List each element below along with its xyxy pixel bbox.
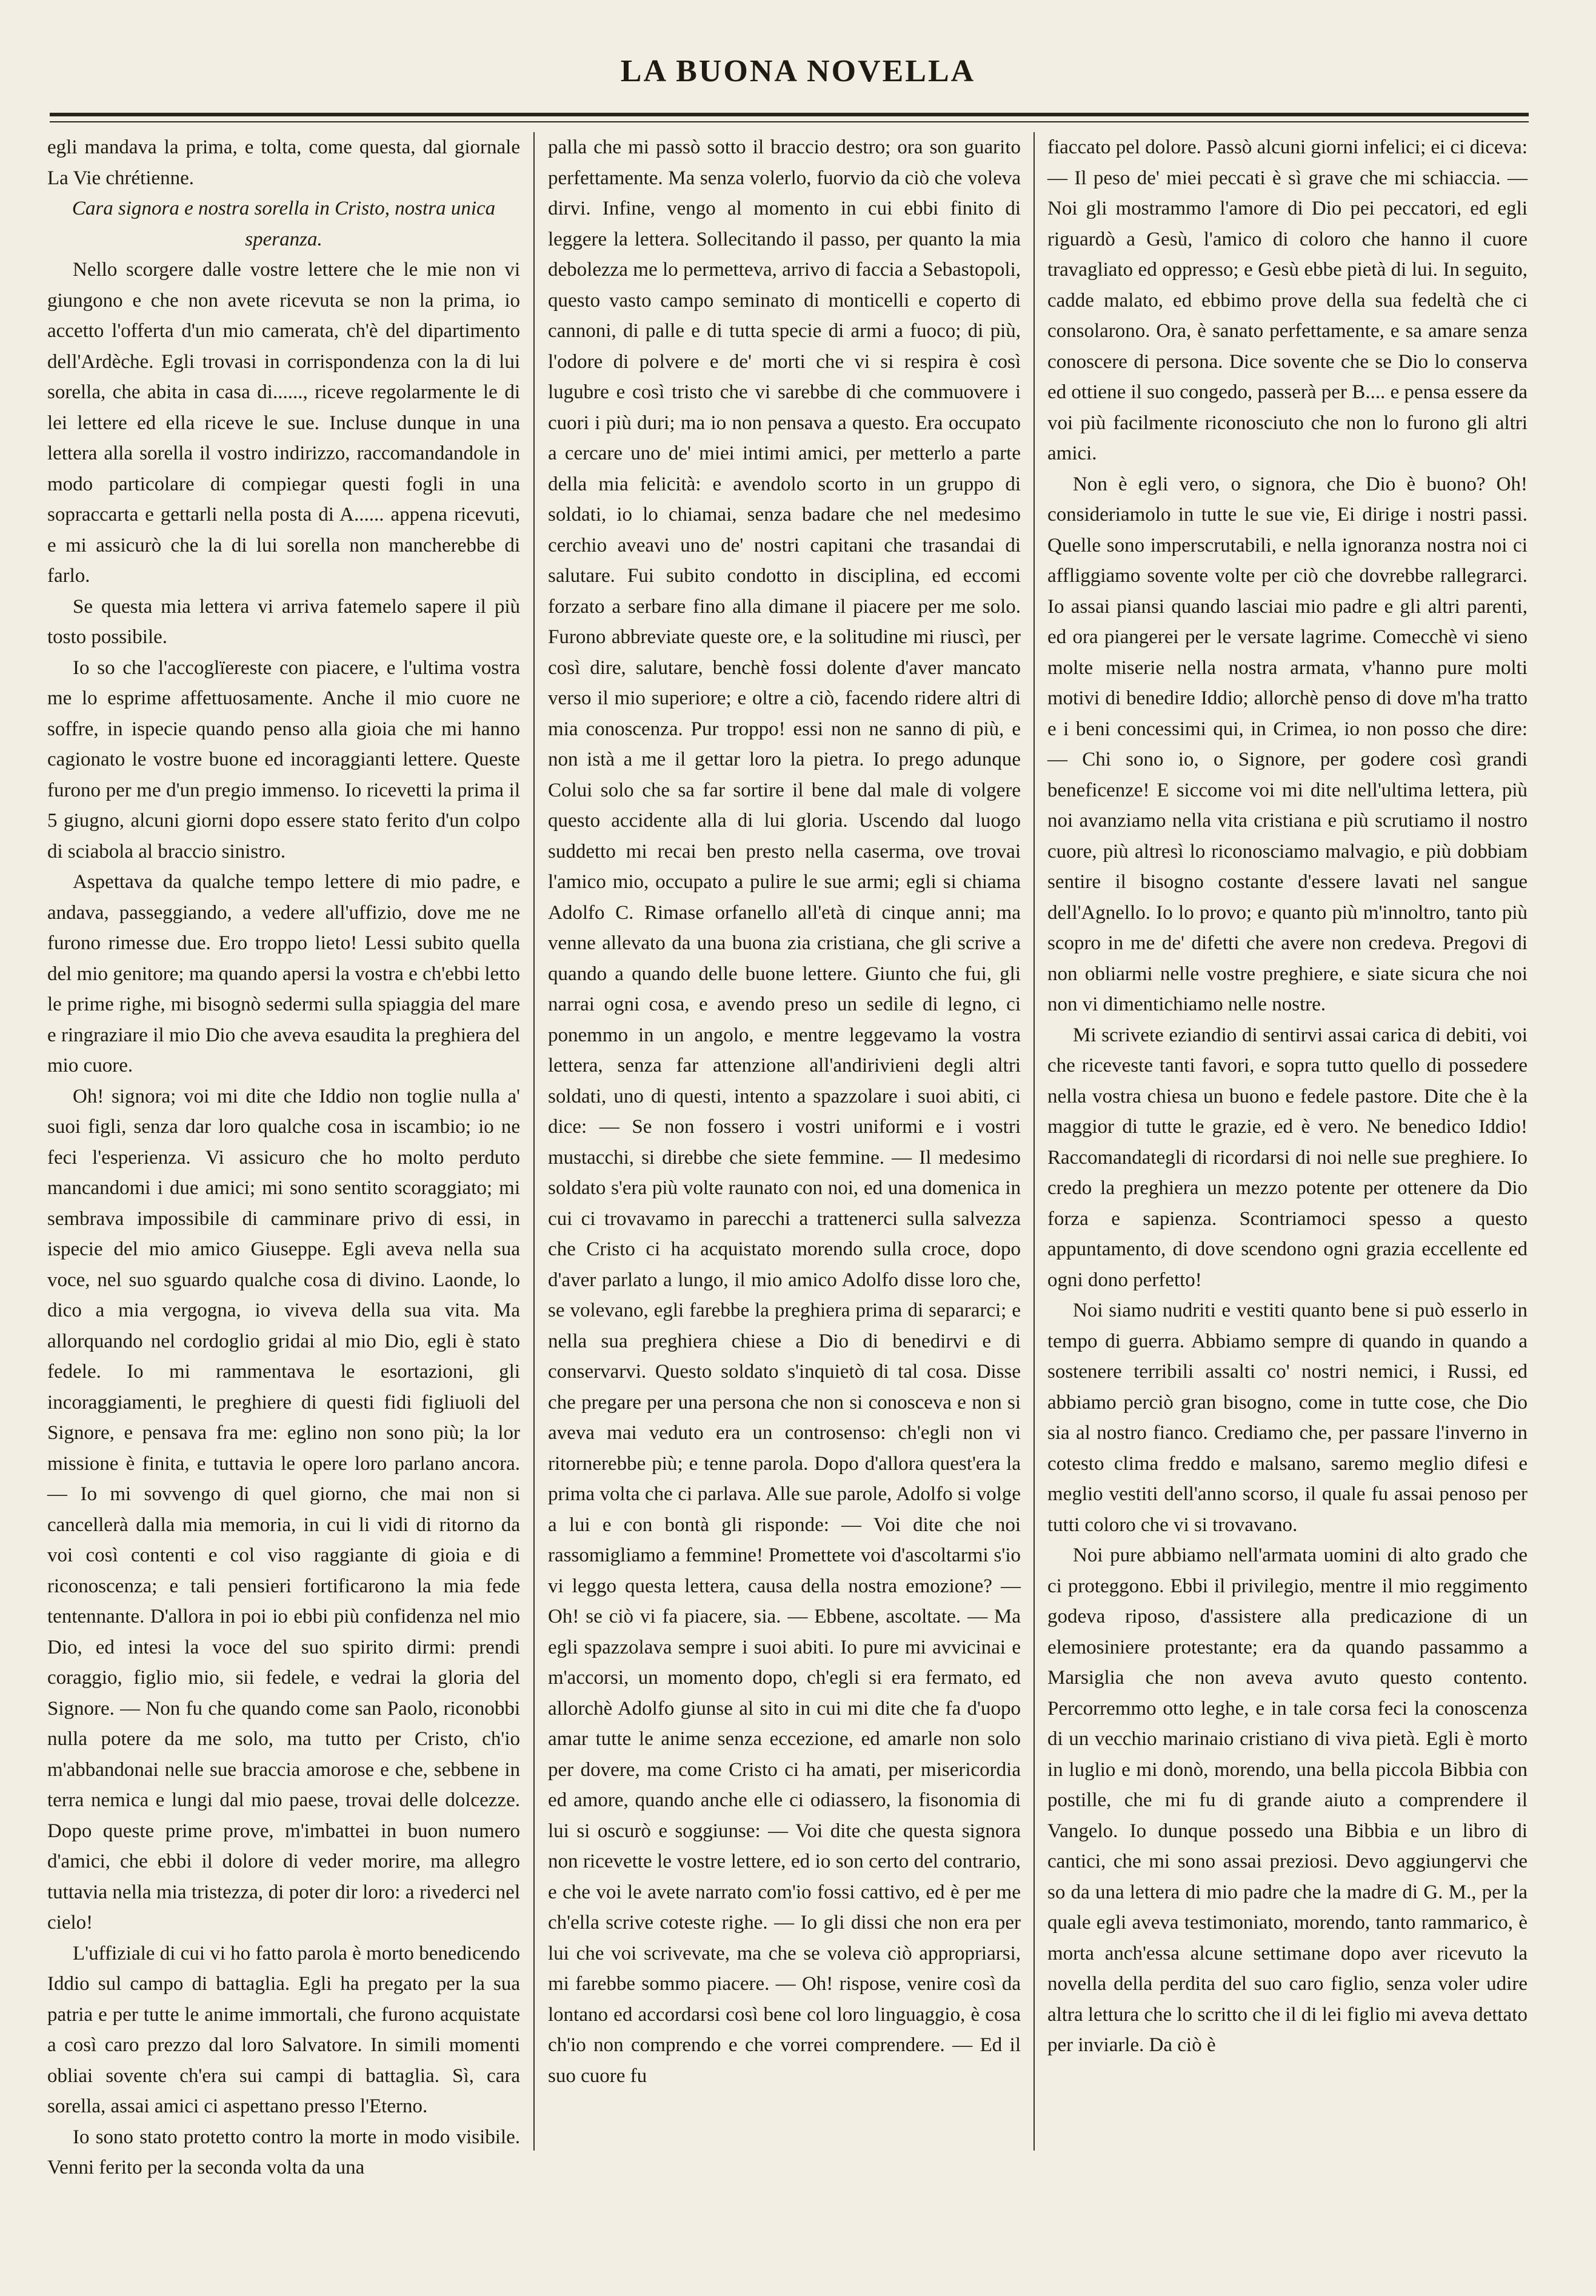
text-column-3: [1047, 132, 1528, 2151]
paragraph: fiaccato pel dolore. Passò alcuni giorni infelici; ei ci diceva: — Il peso de' miei peccati è sì grave che mi schiaccia. — Noi gli mostrammo l'amore di Dio pei peccatori, ed egli riguardò a Gesù, l'amico di coloro che hanno il cuore travagliato ed oppresso; e Gesù ebbe pietà di lui. In seguito, cadde malato, ed ebbimo prove della sua fedeltà che ci consolarono. Ora, è sanato perfettamente, e sa amare senza conoscere di persona. Dice sovente che se Dio lo conserva ed ottiene il suo congedo, passerà per B.... e pensa essere da voi più facilmente riconosciuto che non lo furono gli altri amici.: [1047, 136, 1528, 464]
paragraph: Nello scorgere dalle vostre lettere che le mie non vi giungono e che non avete ricevuta se non la prima, io accetto l'offerta d'un mio camerata, ch'è del dipartimento dell'Ardèche. Egli trovasi in corrispondenza con la di lui sorella, che abita in casa di......, riceve regolarmente le di lei lettere ed ella riceve le sue. Incluse dunque in una lettera alla sorella il vostro indirizzo, raccomandandole in modo particolare di compiegar questi fogli in una sopraccarta e gettarli nella posta di A...... appena ricevuti, e mi assicurò che la di lui sorella non mancherebbe di farlo.: [47, 259, 520, 587]
paragraph: Noi pure abbiamo nell'armata uomini di alto grado che ci proteggono. Ebbi il privilegio, mentre il mio reggimento godeva riposo, d'assistere alla predicazione di un elemosiniere protestante; era da quando passammo a Marsiglia che non aveva avuto questo contento. Percorremmo otto leghe, e in tale corsa feci la conoscenza di un vecchio marinaio cristiano di viva pietà. Egli è morto in luglio e mi donò, morendo, una bella piccola Bibbia con postille, che mi fu di grande aiuto a comprendere il Vangelo. Io dunque possedo una Bibbia e un libro di cantici, che mi sono assai preziosi. Devo aggiungervi che so da una lettera di mio padre che la madre di G. M., per la quale egli aveva testimoniato, morendo, tanto rammarico, è morta anch'essa alcune settimane dopo aver ricevuto la novella della perdita del suo caro figlio, senza voler udire altra lettura che lo scritto che il di lei figlio mi aveva dettato per inviarle. Da ciò è: [1047, 1544, 1528, 2056]
paragraph: Oh! signora; voi mi dite che Iddio non toglie nulla a' suoi figli, senza dar loro qualche cosa in iscambio; io ne feci l'esperienza. Vi assicuro che ho molto perduto mancandomi i due amici; mi sono sentito scoraggiato; mi sembrava impossibile di camminare privo di essi, in ispecie del mio amico Giuseppe. Egli aveva nella sua voce, nel suo sguardo qualche cosa di divino. Laonde, lo dico a mia vergogna, io viveva della sua vita. Ma allorquando nel cordoglio gridai al mio Dio, egli è stato fedele. Io mi rammentava le esortazioni, gli incoraggiamenti, le preghiere di questi fidi figliuoli del Signore, e pensava fra me: eglino non sono più; la lor missione è finita, e tuttavia le opere loro parlano ancora. — Io mi sovvengo di quel giorno, che mai non si cancellerà dalla mia memoria, in cui li vidi di ritorno da voi così contenti e col viso raggiante di gioia e di riconoscenza; e tali pensieri fortificarono la mia fede tentennante. D'allora in poi io ebbi più confidenza nel mio Dio, ed intesi la voce del suo spirito dirmi: prendi coraggio, figlio mio, sii fedele, e vedrai la gloria del Signore. — Non fu che quando come san Paolo, riconobbi nulla potere da me solo, ma tutto per Cristo, ch'io m'abbandonai nelle sue braccia amorose e che, sebbene in terra nemica e lungi dal mio paese, trovai delle dolcezze. Dopo queste prime prove, m'imbattei in buon numero d'amici, che ebbi il dolore di veder morire, ma allegro tuttavia nella mia tristezza, di poter dir loro: a rivederci nel cielo!: [47, 1085, 520, 1934]
paragraph: palla che mi passò sotto il braccio destro; ora son guarito perfettamente. Ma senza volerlo, fuorvio da ciò che voleva dirvi. Infine, vengo al momento in cui ebbi finito di leggere la lettera. Sollecitando il passo, per quanto la mia debolezza me lo permetteva, arrivo di faccia a Sebastopoli, questo vasto campo seminato di monticelli e coperto di cannoni, di palle e di tutta specie di armi a fuoco; di più, l'odore di polvere e de' morti che vi si respira è così lugubre e così tristo che vi sarebbe di che commuovere i cuori i più duri; ma io non pensava a questo. Era occupato a cercare uno de' miei intimi amici, per metterlo a parte della mia felicità: e avendolo scorto in un gruppo di soldati, io lo chiamai, senza badare che nel medesimo cerchio aveavi uno de' nostri capitani che trasandai di salutare. Fui subito condotto in disciplina, ed eccomi forzato a serbare fino alla dimane il piacere per me solo. Furono abbreviate queste ore, e la solitudine mi riuscì, per così dire, salutare, benchè fossi dolente d'aver mancato verso il mio superiore; e oltre a ciò, facendo ridere altri di mia conoscenza. Pur troppo! essi non ne sanno di più, e non istà a me il gettar loro la pietra. Io prego adunque Colui solo che sa far sortire il bene dal male di volgere questo accidente alla di lui gloria. Uscendo dal luogo suddetto mi recai ben presto nella caserma, ove trovai l'amico mio, occupato a pulire le sue armi; egli si chiama Adolfo C. Rimase orfanello all'età di cinque anni; ma venne allevato da una buona zia cristiana, che gli scrive a quando a quando delle buone lettere. Giunto che fui, gli narrai ogni cosa, e avendo preso un sedile di legno, ci ponemmo in un angolo, e mentre leggevamo la vostra lettera, senza far attenzione all'andirivieni degli altri soldati, uno di questi, intento a spazzolare i suoi abiti, ci dice: — Se non fossero i vostri uniformi e i vostri mustacchi, si direbbe che siete femmine. — Il medesimo soldato s'era più volte raunato con noi, ed una domenica in cui ci trovavamo in parecchi a trattenerci sulla salvezza che Cristo ci ha acquistato morendo sulla croce, dopo d'aver parlato a lungo, il mio amico Adolfo disse loro che, se volevano, egli farebbe la preghiera prima di separarci; e nella sua preghiera chiese a Dio di benedirvi e di conservarvi. Questo soldato s'inquietò di tal cosa. Disse che pregare per una persona che non si conosceva e non si aveva mai veduto era un controsenso: ch'egli non vi ritornerebbe più; e tenne parola. Dopo d'allora quest'era la prima volta che ci parlava. Alle sue parole, Adolfo si volge a lui e con bontà gli risponde: — Voi dite che noi rassomigliamo a femmine! Promettete voi d'ascoltarmi s'io vi leggo questa lettera, causa della nostra emozione? — Oh! se ciò vi fa piacere, sia. — Ebbene, ascoltate. — Ma egli spazzolava sempre i suoi abiti. Io pure mi avvicinai e m'accorsi, un momento dopo, ch'egli si era fermato, ed allorchè Adolfo giunse al sito in cui mi dite che fa d'uopo amar tutte le anime senza eccezione, ed amarle non solo per dovere, ma come Cristo ci ha amati, per misericordia ed amore, quando anche elle ci odiassero, la fisonomia di lui si oscurò e soggiunse: — Voi dite che questa signora non ricevette le vostre lettere, ed io son certo del contrario, e che voi le avete narrato com'io fossi cattivo, ed è per me ch'ella scrive coteste righe. — Io gli dissi che non era per lui che voi scrivevate, ma che se voleva ciò appropriarsi, mi farebbe sommo piacere. — Oh! rispose, venire così da lontano ed accordarsi così bene col loro linguaggio, è cosa ch'io non comprendo e che vorrei comprendere. — Ed il suo cuore fu: [548, 136, 1021, 2087]
masthead-title: LA BUONA NOVELLA: [620, 54, 976, 88]
text-column-1: [47, 132, 520, 2178]
paragraph: Io so che l'accoglïereste con piacere, e l'ultima vostra me lo esprime affettuosamente. Anche il mio cuore ne soffre, in ispecie quando penso alla gioia che mi hanno cagionato le vostre buone ed incoraggianti lettere. Queste furono per me d'un pregio immenso. Io ricevetti la prima il 5 giugno, alcuni giorni dopo essere stato ferito d'un colpo di sciabola al braccio sinistro.: [47, 656, 520, 863]
paragraph: Mi scrivete eziandio di sentirvi assai carica di debiti, voi che riceveste tanti favori, e sopra tutto quello di possedere nella vostra chiesa un buono e fedele pastore. Dite che è la maggior di tutte le grazie, ed è vero. Ne benedico Iddio! Raccomandategli di ricordarsi di noi nelle sue preghiere. Io credo la preghiera un mezzo potente per ottenere da Dio forza e sapienza. Scontriamoci spesso a questo appuntamento, di dove scendono ogni grazia eccellente ed ogni dono perfetto!: [1047, 1024, 1528, 1291]
paragraph: Se questa mia lettera vi arriva fatemelo sapere il più tosto possibile.: [47, 595, 520, 648]
column-divider: [533, 132, 535, 2151]
paragraph: Aspettava da qualche tempo lettere di mio padre, e andava, passeggiando, a vedere all'uffizio, dove me ne furono rimesse due. Ero troppo lieto! Lessi subito quella del mio genitore; ma quando apersi la vostra e ch'ebbi letto le prime righe, mi bisognò sedermi sulla spiaggia del mare e ringraziare il mio Dio che aveva esaudita la preghiera del mio cuore.: [47, 871, 520, 1076]
paragraph: Noi siamo nudriti e vestiti quanto bene si può esserlo in tempo di guerra. Abbiamo sempre di quando in quando a sostenere terribili assalti co' nostri nemici, i Russi, ed abbiamo perciò gran bisogno, come in tutte cose, che Dio sia al nostro fianco. Crediamo che, per passare l'inverno in cotesto clima freddo e malsano, saremo meglio difesi e meglio vestiti dell'anno scorso, il quale fu assai penoso per tutti coloro che vi si trovavano.: [1047, 1300, 1528, 1536]
paragraph: L'uffiziale di cui vi ho fatto parola è morto benedicendo Iddio sul campo di battaglia. Egli ha pregato per la sua patria e per tutte le anime immortali, che furono acquistate a così caro prezzo dal loro Salvatore. In simili momenti obliai sovente ch'era sui campi di battaglia. Sì, cara sorella, assai amici ci aspettano presso l'Eterno.: [47, 1942, 520, 2117]
header-rule: [50, 113, 1529, 122]
paragraph: egli mandava la prima, e tolta, come questa, dal giornale La Vie chrétienne.: [47, 136, 520, 189]
text-column-2: [548, 132, 1021, 2151]
paragraph: Non è egli vero, o signora, che Dio è buono? Oh! consideriamolo in tutte le sue vie, Ei dirige i nostri passi. Quelle sono imperscrutabili, e nella ignoranza nostra noi ci affliggiamo sovente volte per ciò che dovrebbe rallegrarci. Io assai piansi quando lasciai mio padre e gli altri parenti, ed ora piangerei per le versate lagrime. Comecchè vi sieno molte miserie nella nostra armata, v'hanno pure molti motivi di benedire Iddio; allorchè penso di dove m'ha tratto e i beni concessimi qui, in Crimea, io non posso che dire: — Chi sono io, o Signore, per godere così grandi beneficenze! E siccome voi mi dite nell'ultima lettera, più noi avanziamo nella vita cristiana e più scrutiamo il nostro cuore, più altresì lo riconosciamo malvagio, e più dobbiam sentire il bisogno costante d'essere lavati nel sangue dell'Agnello. Io lo provo; e quanto più m'innoltro, tanto più scopro in me de' difetti che avere non credeva. Pregovi di non obliarmi nelle vostre preghiere, e siate sicura che noi non vi dimentichiamo nelle nostre.: [1047, 473, 1528, 1015]
column-divider: [1033, 132, 1035, 2151]
salutation: Cara signora e nostra sorella in Cristo, nostra unica speranza.: [72, 198, 496, 250]
paragraph: Io sono stato protetto contro la morte in modo visibile. Venni ferito per la seconda volta da una: [47, 2126, 520, 2178]
